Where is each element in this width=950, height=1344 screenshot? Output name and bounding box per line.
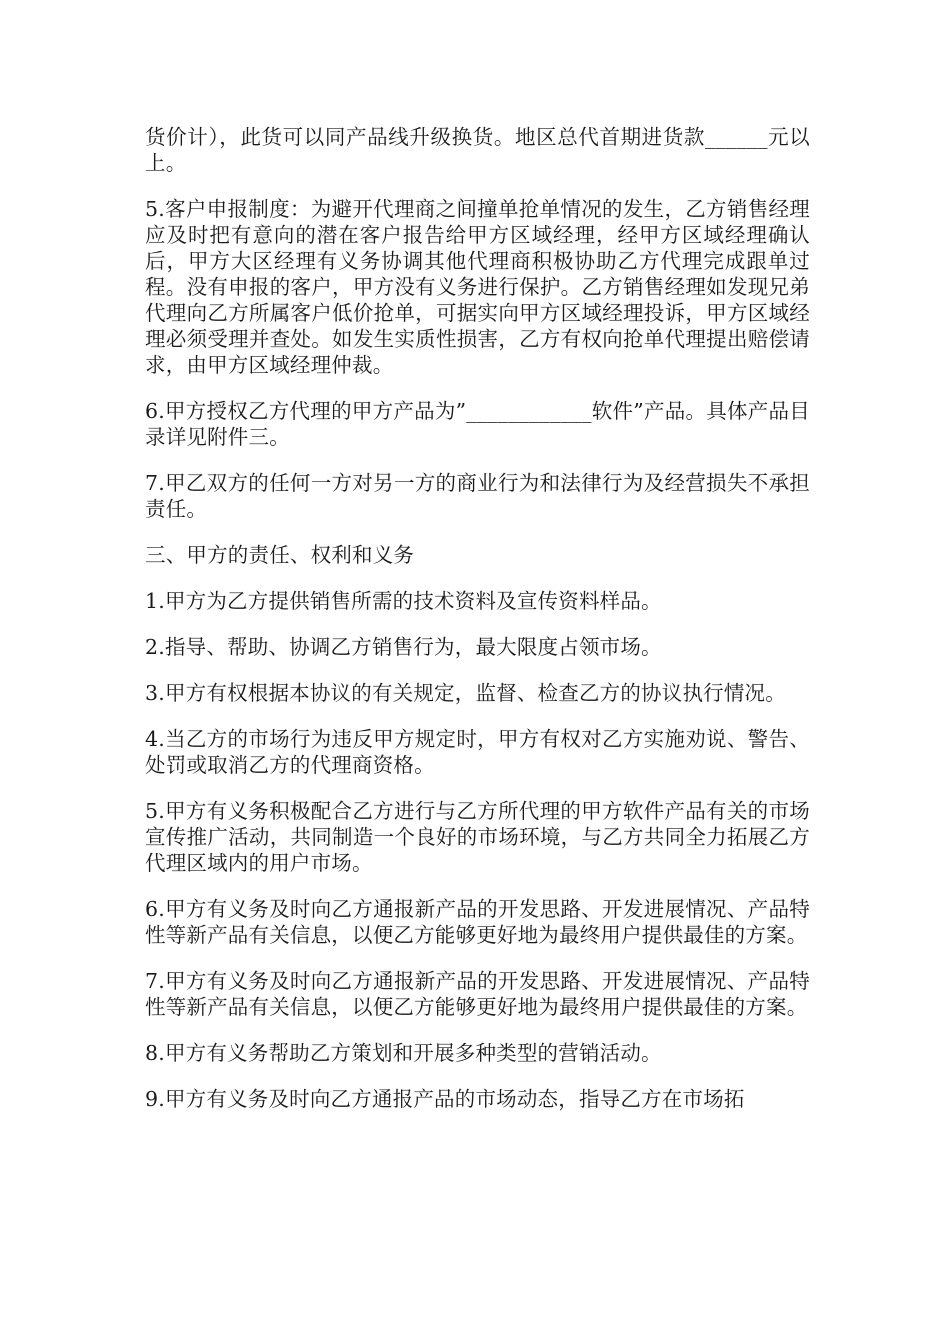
paragraph-customer-reporting-system: 5.客户申报制度：为避开代理商之间撞单抢单情况的发生，乙方销售经理应及时把有意向的潜在客户报告给甲方区域经理，经甲方区域经理确认后，甲方大区经理有义务协调其他代理商积极协助乙方代理完成跟单过程。没有申报的客户，甲方没有义务进行保护。乙方销售经理如发现兄弟代理向乙方所属客户低价抢单，可据实向甲方区域经理投诉，甲方区域经理必须受理并查处。如发生实质性损害，乙方有权向抢单代理提出赔偿请求，由甲方区域经理仲裁。	[145, 197, 810, 377]
paragraph-new-product-info-2: 7.甲方有义务及时向乙方通报新产品的开发思路、开发进展情况、产品特性等新产品有关信息，以便乙方能够更好地为最终用户提供最佳的方案。	[145, 969, 810, 1019]
paragraph-liability-disclaimer: 7.甲乙双方的任何一方对另一方的商业行为和法律行为及经营损失不承担责任。	[145, 471, 810, 521]
paragraph-supervision-rights: 3.甲方有权根据本协议的有关规定，监督、检查乙方的协议执行情况。	[145, 681, 786, 705]
paragraph-technical-materials: 1.甲方为乙方提供销售所需的技术资料及宣传资料样品。	[145, 589, 662, 613]
paragraph-authorized-products: 6.甲方授权乙方代理的甲方产品为”____________软件”产品。具体产品目录详见附件三。	[145, 399, 810, 449]
section-heading-party-a-duties: 三、甲方的责任、权利和义务	[145, 543, 415, 567]
paragraph-new-product-info-1: 6.甲方有义务及时向乙方通报新产品的开发思路、开发进展情况、产品特性等新产品有关信息，以便乙方能够更好地为最终用户提供最佳的方案。	[145, 897, 810, 947]
document-body	[145, 124, 810, 1112]
paragraph-sales-guidance: 2.指导、帮助、协调乙方销售行为，最大限度占领市场。	[145, 635, 662, 659]
paragraph-market-dynamics: 9.甲方有义务及时向乙方通报产品的市场动态，指导乙方在市场拓	[145, 1087, 745, 1111]
paragraph-goods-price-continuation: 货价计），此货可以同产品线升级换货。地区总代首期进货款______元以上。	[145, 125, 810, 175]
paragraph-marketing-cooperation: 5.甲方有义务积极配合乙方进行与乙方所代理的甲方软件产品有关的市场宣传推广活动，共同制造一个良好的市场环境，与乙方共同全力拓展乙方代理区域内的用户市场。	[145, 799, 810, 875]
paragraph-violation-penalties: 4.当乙方的市场行为违反甲方规定时，甲方有权对乙方实施劝说、警告、处罚或取消乙方的代理商资格。	[145, 727, 810, 777]
paragraph-marketing-activities: 8.甲方有义务帮助乙方策划和开展多种类型的营销活动。	[145, 1041, 662, 1065]
